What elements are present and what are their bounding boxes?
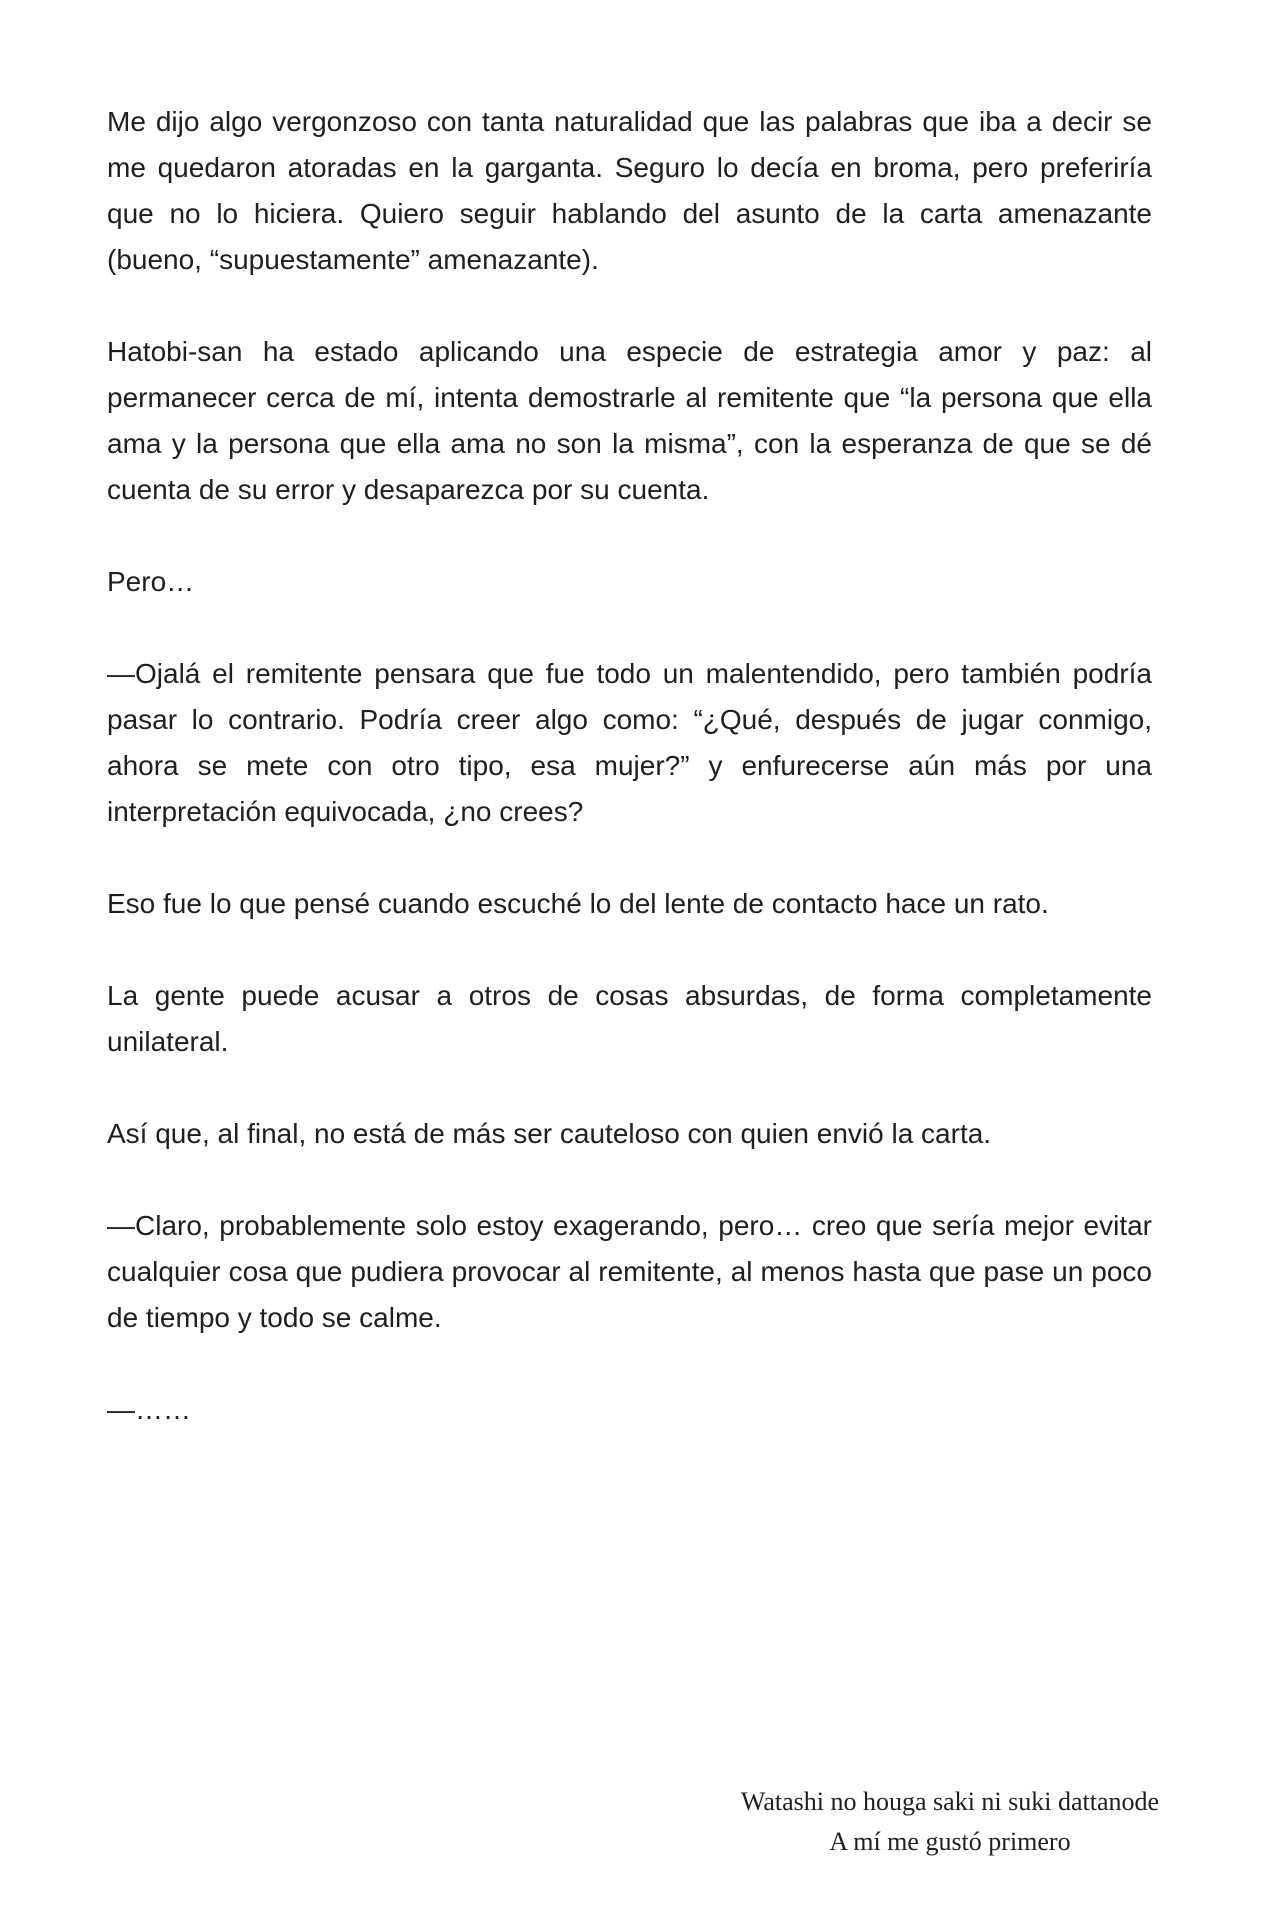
- paragraph: Hatobi-san ha estado aplicando una especie de estrategia amor y paz: al permanecer cerca de mí, intenta demostrarle al remitente que “la persona que ella ama y la persona que ella ama no son la misma”, con la esperanza de que se dé cuenta de su error y desaparezca por su cuenta.: [107, 336, 1152, 505]
- footer-title-romaji: Watashi no houga saki ni suki dattanode: [740, 1787, 1160, 1816]
- body-text: [107, 99, 1152, 1479]
- paragraph: —Claro, probablemente solo estoy exagerando, pero… creo que sería mejor evitar cualquier cosa que pudiera provocar al remitente, al menos hasta que pase un poco de tiempo y todo se calme.: [107, 1210, 1152, 1333]
- paragraph: —……: [107, 1394, 191, 1425]
- paragraph: Me dijo algo vergonzoso con tanta naturalidad que las palabras que iba a decir se me quedaron atoradas en la garganta. Seguro lo decía en broma, pero preferiría que no lo hiciera. Quiero seguir hablando del asunto de la carta amenazante (bueno, “supuestamente” amenazante).: [107, 106, 1152, 275]
- paragraph: La gente puede acusar a otros de cosas absurdas, de forma completamente unilateral.: [107, 980, 1152, 1057]
- paragraph: Eso fue lo que pensé cuando escuché lo del lente de contacto hace un rato.: [107, 888, 1049, 919]
- page-footer: [700, 1782, 1200, 1862]
- footer-title-spanish: A mí me gustó primero: [829, 1827, 1071, 1856]
- paragraph: —Ojalá el remitente pensara que fue todo un malentendido, pero también podría pasar lo contrario. Podría creer algo como: “¿Qué, después de jugar conmigo, ahora se mete con otro tipo, esa mujer?” y enfurecerse aún más por una interpretación equivocada, ¿no crees?: [107, 658, 1152, 827]
- paragraph: Así que, al final, no está de más ser cauteloso con quien envió la carta.: [107, 1118, 992, 1149]
- paragraph: Pero…: [107, 566, 195, 597]
